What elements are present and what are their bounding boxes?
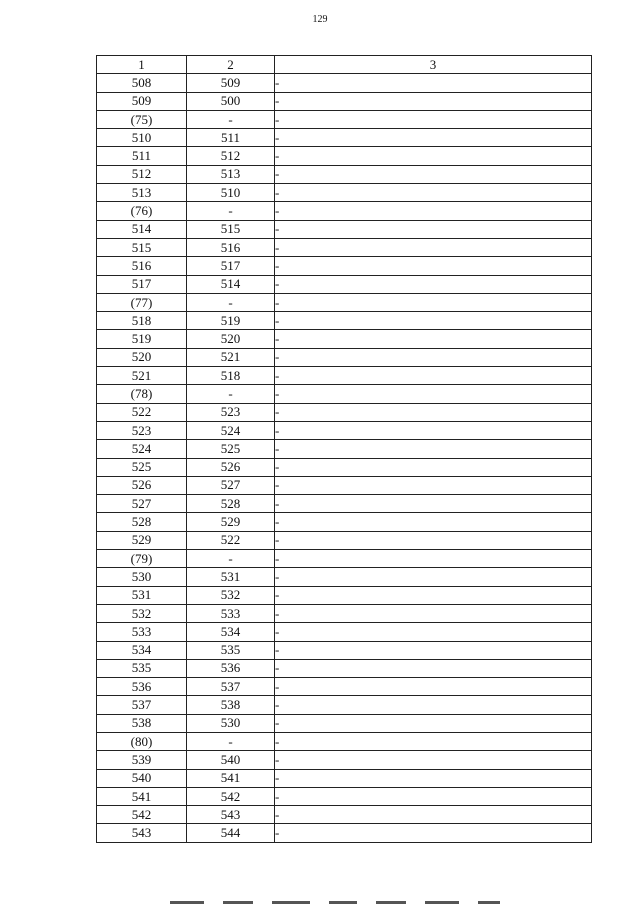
table-cell-col2: 515 — [187, 220, 275, 238]
column-header-3: 3 — [275, 56, 592, 74]
table-cell-col2: 527 — [187, 476, 275, 494]
table-cell-col2: 534 — [187, 623, 275, 641]
table-row — [97, 312, 592, 330]
table-cell-col2: 531 — [187, 568, 275, 586]
table-cell-col2: 511 — [187, 129, 275, 147]
table-row — [97, 421, 592, 439]
table-row — [97, 129, 592, 147]
table-row — [97, 678, 592, 696]
table-cell-col1: 519 — [97, 330, 187, 348]
table-cell-col3: - — [275, 495, 592, 513]
table-cell-col2: 524 — [187, 421, 275, 439]
table-row — [97, 184, 592, 202]
table-row — [97, 495, 592, 513]
table-cell-col2: 512 — [187, 147, 275, 165]
table-header — [97, 56, 592, 74]
table-cell-col1: 508 — [97, 74, 187, 92]
table-cell-col2: 513 — [187, 165, 275, 183]
table-cell-col1: (77) — [97, 293, 187, 311]
table-cell-col2: 509 — [187, 74, 275, 92]
table-row — [97, 696, 592, 714]
table-cell-col2: 538 — [187, 696, 275, 714]
table-cell-col1: 529 — [97, 531, 187, 549]
table-cell-col2: - — [187, 110, 275, 128]
table-row — [97, 220, 592, 238]
table-cell-col1: 531 — [97, 586, 187, 604]
data-table — [96, 55, 592, 843]
table-cell-col3: - — [275, 238, 592, 256]
table-cell-col2: 519 — [187, 312, 275, 330]
table-cell-col2: 526 — [187, 458, 275, 476]
table-cell-col1: (80) — [97, 732, 187, 750]
table-cell-col1: 509 — [97, 92, 187, 110]
table-cell-col3: - — [275, 275, 592, 293]
table-cell-col3: - — [275, 787, 592, 805]
table-cell-col2: 542 — [187, 787, 275, 805]
table-cell-col1: 532 — [97, 604, 187, 622]
table-cell-col2: 532 — [187, 586, 275, 604]
table-cell-col3: - — [275, 165, 592, 183]
table-cell-col1: 514 — [97, 220, 187, 238]
table-row — [97, 787, 592, 805]
table-row — [97, 769, 592, 787]
table-cell-col3: - — [275, 440, 592, 458]
table-cell-col3: - — [275, 751, 592, 769]
table-cell-col2: 516 — [187, 238, 275, 256]
table-cell-col3: - — [275, 184, 592, 202]
table-cell-col1: 539 — [97, 751, 187, 769]
table-cell-col1: 533 — [97, 623, 187, 641]
table-body — [97, 74, 592, 842]
table-row — [97, 568, 592, 586]
table-cell-col3: - — [275, 806, 592, 824]
table-cell-col3: - — [275, 659, 592, 677]
table-cell-col1: 534 — [97, 641, 187, 659]
table-row — [97, 385, 592, 403]
table-cell-col3: - — [275, 458, 592, 476]
table-row — [97, 110, 592, 128]
table-cell-col2: 525 — [187, 440, 275, 458]
table-cell-col1: 523 — [97, 421, 187, 439]
footer-artifact — [170, 892, 500, 906]
table-cell-col3: - — [275, 476, 592, 494]
table-cell-col1: 520 — [97, 348, 187, 366]
table-cell-col2: 544 — [187, 824, 275, 842]
table-row — [97, 293, 592, 311]
table-cell-col3: - — [275, 586, 592, 604]
table-cell-col1: 527 — [97, 495, 187, 513]
table-row — [97, 257, 592, 275]
table-row — [97, 367, 592, 385]
table-cell-col3: - — [275, 550, 592, 568]
table-cell-col2: 535 — [187, 641, 275, 659]
table-cell-col3: - — [275, 110, 592, 128]
table-cell-col2: 500 — [187, 92, 275, 110]
table-cell-col3: - — [275, 129, 592, 147]
table-cell-col2: 530 — [187, 714, 275, 732]
table-cell-col3: - — [275, 714, 592, 732]
table-row — [97, 550, 592, 568]
table-cell-col3: - — [275, 385, 592, 403]
table-cell-col1: 543 — [97, 824, 187, 842]
table-cell-col3: - — [275, 348, 592, 366]
table-cell-col2: 543 — [187, 806, 275, 824]
table-cell-col1: 538 — [97, 714, 187, 732]
table-cell-col2: 518 — [187, 367, 275, 385]
page-number: 129 — [312, 14, 328, 25]
table-cell-col3: - — [275, 74, 592, 92]
table-cell-col3: - — [275, 531, 592, 549]
table-cell-col3: - — [275, 568, 592, 586]
table-cell-col1: 530 — [97, 568, 187, 586]
table-cell-col3: - — [275, 367, 592, 385]
table-cell-col1: 528 — [97, 513, 187, 531]
table-cell-col3: - — [275, 641, 592, 659]
table-cell-col1: 517 — [97, 275, 187, 293]
table-row — [97, 74, 592, 92]
table-cell-col3: - — [275, 732, 592, 750]
table-cell-col1: 513 — [97, 184, 187, 202]
table-row — [97, 458, 592, 476]
table-row — [97, 476, 592, 494]
table-cell-col2: 520 — [187, 330, 275, 348]
table-cell-col3: - — [275, 421, 592, 439]
table-cell-col2: 522 — [187, 531, 275, 549]
table-cell-col1: 512 — [97, 165, 187, 183]
table-row — [97, 330, 592, 348]
table-cell-col3: - — [275, 147, 592, 165]
table-row — [97, 531, 592, 549]
table-cell-col3: - — [275, 623, 592, 641]
table-row — [97, 92, 592, 110]
table-cell-col1: (78) — [97, 385, 187, 403]
table-cell-col3: - — [275, 330, 592, 348]
table-row — [97, 751, 592, 769]
table-cell-col3: - — [275, 293, 592, 311]
table-row — [97, 275, 592, 293]
table-cell-col1: 522 — [97, 403, 187, 421]
table-row — [97, 147, 592, 165]
table-cell-col3: - — [275, 257, 592, 275]
table-row — [97, 714, 592, 732]
table-cell-col2: 514 — [187, 275, 275, 293]
table-cell-col3: - — [275, 403, 592, 421]
table-cell-col1: 510 — [97, 129, 187, 147]
table-cell-col3: - — [275, 696, 592, 714]
table-cell-col3: - — [275, 604, 592, 622]
table-row — [97, 604, 592, 622]
table-cell-col2: 523 — [187, 403, 275, 421]
table-cell-col1: 541 — [97, 787, 187, 805]
table-cell-col2: 510 — [187, 184, 275, 202]
table-row — [97, 513, 592, 531]
table-row — [97, 165, 592, 183]
table-row — [97, 586, 592, 604]
table-cell-col1: 515 — [97, 238, 187, 256]
table-cell-col3: - — [275, 202, 592, 220]
table-cell-col2: 536 — [187, 659, 275, 677]
table-cell-col1: 542 — [97, 806, 187, 824]
table-cell-col3: - — [275, 312, 592, 330]
table-cell-col3: - — [275, 220, 592, 238]
column-header-2: 2 — [187, 56, 275, 74]
table-row — [97, 732, 592, 750]
table-cell-col2: - — [187, 293, 275, 311]
header-row — [97, 56, 592, 74]
table-row — [97, 202, 592, 220]
table-cell-col1: 526 — [97, 476, 187, 494]
table-cell-col2: - — [187, 732, 275, 750]
table-cell-col1: 524 — [97, 440, 187, 458]
table-cell-col2: 540 — [187, 751, 275, 769]
column-header-1: 1 — [97, 56, 187, 74]
table-cell-col2: 537 — [187, 678, 275, 696]
table-cell-col2: - — [187, 385, 275, 403]
table-cell-col2: - — [187, 202, 275, 220]
table-cell-col3: - — [275, 513, 592, 531]
table-cell-col1: (79) — [97, 550, 187, 568]
table-cell-col2: 533 — [187, 604, 275, 622]
table-cell-col1: 516 — [97, 257, 187, 275]
table-cell-col1: (75) — [97, 110, 187, 128]
table-row — [97, 659, 592, 677]
table-cell-col1: 525 — [97, 458, 187, 476]
table-cell-col1: 511 — [97, 147, 187, 165]
table-cell-col2: 521 — [187, 348, 275, 366]
table-row — [97, 238, 592, 256]
table-cell-col1: 536 — [97, 678, 187, 696]
table-cell-col1: 518 — [97, 312, 187, 330]
table-row — [97, 403, 592, 421]
table-row — [97, 824, 592, 842]
table-row — [97, 348, 592, 366]
table-cell-col1: (76) — [97, 202, 187, 220]
table-cell-col3: - — [275, 824, 592, 842]
table-cell-col1: 521 — [97, 367, 187, 385]
table-row — [97, 806, 592, 824]
table-cell-col1: 540 — [97, 769, 187, 787]
table-cell-col3: - — [275, 769, 592, 787]
table-row — [97, 623, 592, 641]
table-cell-col2: 541 — [187, 769, 275, 787]
table-cell-col1: 537 — [97, 696, 187, 714]
table-cell-col1: 535 — [97, 659, 187, 677]
table-cell-col2: 529 — [187, 513, 275, 531]
table-cell-col2: 528 — [187, 495, 275, 513]
table-cell-col2: 517 — [187, 257, 275, 275]
table-row — [97, 641, 592, 659]
table-cell-col2: - — [187, 550, 275, 568]
table-cell-col3: - — [275, 92, 592, 110]
table-row — [97, 440, 592, 458]
table-cell-col3: - — [275, 678, 592, 696]
